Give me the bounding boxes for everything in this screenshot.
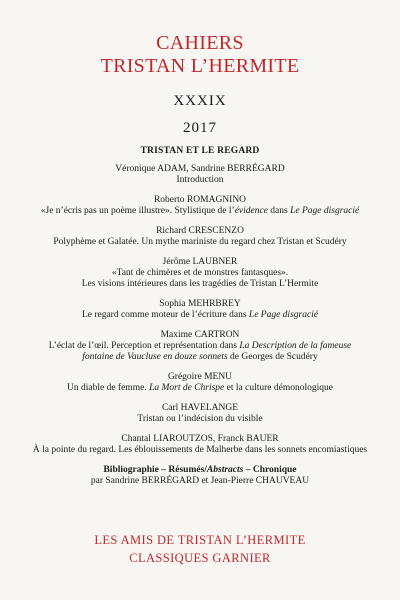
toc-entry xyxy=(0,372,400,394)
back-matter-text: Bibliographie – Résumés/ xyxy=(103,465,207,475)
back-matter-italic: Abstracts xyxy=(206,465,244,475)
entry-title xyxy=(0,206,400,217)
entry-authors: Carl HAVELANGE xyxy=(161,403,239,413)
entry-title-text: «Je n’écris pas un poème illustre». Stylistique de l’ xyxy=(40,206,235,216)
entry-title-text: Un diable de femme. xyxy=(67,383,150,393)
back-matter-authors: par Sandrine BERRÉGARD et Jean-Pierre CHAUVEAU xyxy=(90,476,310,486)
entry-title-italic: Le Page disgracié xyxy=(248,310,319,320)
entry-title-text: dans xyxy=(267,206,291,216)
toc-entry xyxy=(0,403,400,425)
publisher-name: CLASSIQUES GARNIER xyxy=(129,551,271,565)
series-title-line2: TRISTAN L’HERMITE xyxy=(100,55,300,77)
entry-title: À la pointe du regard. Les éblouissements de Malherbe dans les sonnets encomiastiques xyxy=(32,445,368,455)
back-matter xyxy=(0,465,400,487)
entry-authors: Maxime CARTRON xyxy=(160,330,240,340)
toc-entry xyxy=(0,195,400,217)
entry-authors: Véronique ADAM, Sandrine BERRÉGARD xyxy=(115,164,285,174)
table-of-contents xyxy=(0,164,400,487)
back-matter-title xyxy=(0,465,400,476)
entry-title-text: L’éclat de l’œil. Perception et représentation dans xyxy=(48,341,240,351)
toc-entry xyxy=(0,257,400,290)
toc-entry xyxy=(0,226,400,248)
entry-authors: Grégoire MENU xyxy=(167,372,233,382)
entry-authors: Roberto ROMAGNINO xyxy=(153,195,247,205)
entry-title-line2: Les visions intérieures dans les tragédies de Tristan L’Hermite xyxy=(81,279,319,289)
series-title-line1: CAHIERS xyxy=(156,32,244,54)
toc-entry xyxy=(0,164,400,186)
entry-title: Tristan ou l’indécision du visible xyxy=(137,414,263,424)
toc-entry xyxy=(0,299,400,321)
toc-entry xyxy=(0,434,400,456)
entry-title: Introduction xyxy=(176,175,224,185)
entry-title-text: et la culture démonologique xyxy=(224,383,333,393)
volume-number: XXXIX xyxy=(173,93,227,109)
entry-authors: Sophia MEHRBREY xyxy=(159,299,241,309)
entry-authors: Chantal LIAROUTZOS, Franck BAUER xyxy=(121,434,279,444)
entry-title-italic: fontaine de Vaucluse en douze sonnets xyxy=(82,352,228,362)
back-matter-text: – Chronique xyxy=(243,465,297,475)
issue-theme: TRISTAN ET LE REGARD xyxy=(140,146,260,156)
entry-title-line1: «Tant de chimères et de monstres fantasques». xyxy=(111,268,289,278)
society-name: LES AMIS DE TRISTAN L’HERMITE xyxy=(94,533,306,547)
entry-title-italic: La Mort de Chrispe xyxy=(149,383,225,393)
entry-title: Polyphème et Galatée. Un mythe mariniste du regard chez Tristan et Scudéry xyxy=(53,237,347,247)
year: 2017 xyxy=(183,120,217,136)
entry-title-line2 xyxy=(0,352,400,363)
entry-title-text: Le regard comme moteur de l’écriture dans xyxy=(81,310,249,320)
entry-title-italic: La Description de la fameuse xyxy=(239,341,352,351)
entry-title-text: de Georges de Scudéry xyxy=(227,352,318,362)
entry-authors: Jérôme LAUBNER xyxy=(162,257,238,267)
entry-authors: Richard CRESCENZO xyxy=(156,226,244,236)
entry-title-italic: évidence xyxy=(234,206,268,216)
entry-title xyxy=(0,383,400,394)
toc-entry xyxy=(0,330,400,363)
entry-title-italic: Le Page disgracié xyxy=(290,206,360,216)
entry-title-line1 xyxy=(0,341,400,352)
entry-title xyxy=(0,310,400,321)
